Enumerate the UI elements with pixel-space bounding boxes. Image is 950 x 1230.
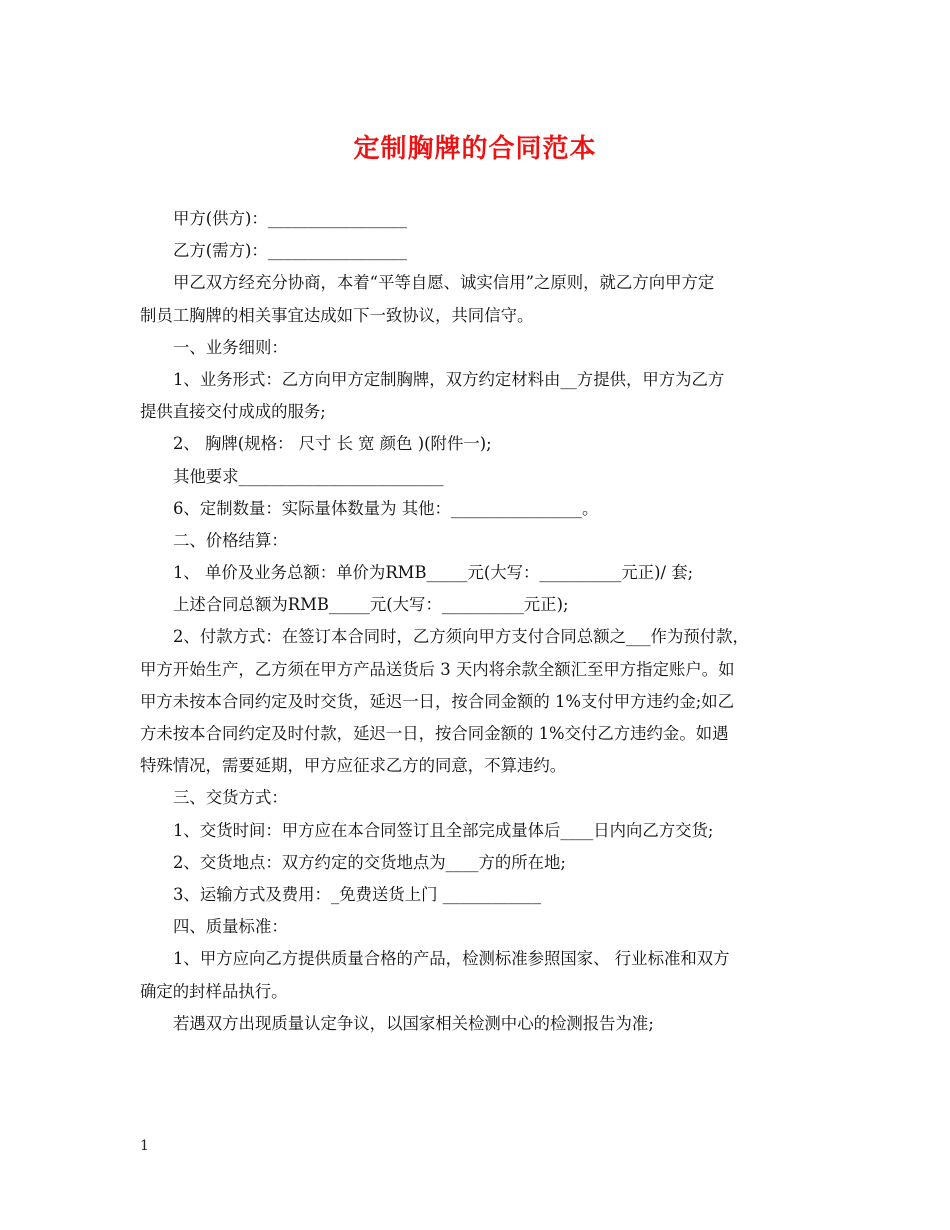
contract-line: 三、交货方式：	[173, 788, 288, 808]
contract-line: 一、业务细则：	[173, 337, 288, 357]
contract-line: 1、交货时间：甲方应在本合同签订且全部完成量体后____日内向乙方交货;	[173, 820, 714, 840]
contract-line: 2、 胸牌(规格： 尺寸 长 宽 颜色 )(附件一);	[173, 434, 492, 454]
contract-line: 1、业务形式：乙方向甲方定制胸牌，双方约定材料由__方提供，甲方为乙方	[173, 369, 725, 389]
contract-line: 四、质量标准：	[173, 917, 288, 937]
contract-line: 提供直接交付成成的服务;	[140, 402, 326, 422]
contract-line: 甲方未按本合同约定及时交货，延迟一日，按合同金额的 1%支付甲方违约金;如乙	[140, 691, 735, 711]
contract-line: 乙方(需方)：_________________	[173, 241, 408, 261]
contract-line: 甲乙双方经充分协商，本着“平等自愿、诚实信用”之原则，就乙方向甲方定	[173, 273, 715, 293]
contract-line: 确定的封样品执行。	[140, 981, 288, 1001]
contract-line: 1、 单价及业务总额：单价为RMB_____元(大写：__________元正)/ 套;	[173, 563, 694, 583]
document-title: 定制胸牌的合同范本	[353, 134, 597, 164]
contract-line: 特殊情况，需要延期，甲方应征求乙方的同意，不算违约。	[140, 756, 567, 776]
contract-line: 2、交货地点：双方约定的交货地点为____方的所在地;	[173, 852, 566, 872]
contract-line: 若遇双方出现质量认定争议，以国家相关检测中心的检测报告为准;	[173, 1013, 654, 1033]
contract-line: 6、定制数量：实际量体数量为 其他：________________。	[173, 498, 599, 518]
contract-line: 上述合同总额为RMB_____元(大写：__________元正);	[173, 595, 569, 615]
contract-line: 1、甲方应向乙方提供质量合格的产品，检测标准参照国家、 行业标准和双方	[173, 949, 730, 969]
contract-line: 3、运输方式及费用：_免费送货上门 ____________	[173, 884, 542, 904]
page-number: 1	[140, 1138, 149, 1154]
contract-line: 甲方(供方)：_________________	[173, 209, 408, 228]
contract-line: 其他要求_________________________	[173, 466, 444, 486]
contract-line: 二、价格结算：	[173, 530, 288, 550]
contract-line: 甲方开始生产，乙方须在甲方产品送货后 3 天内将余款全额汇至甲方指定账户。如	[140, 659, 735, 679]
contract-line: 方未按本合同约定及时付款，延迟一日，按合同金额的 1%交付乙方违约金。如遇	[140, 724, 729, 743]
contract-body	[140, 203, 812, 1040]
contract-line: 制员工胸牌的相关事宜达成如下一致协议，共同信守。	[140, 305, 534, 325]
contract-line: 2、付款方式：在签订本合同时，乙方须向甲方支付合同总额之___作为预付款，	[173, 627, 749, 647]
